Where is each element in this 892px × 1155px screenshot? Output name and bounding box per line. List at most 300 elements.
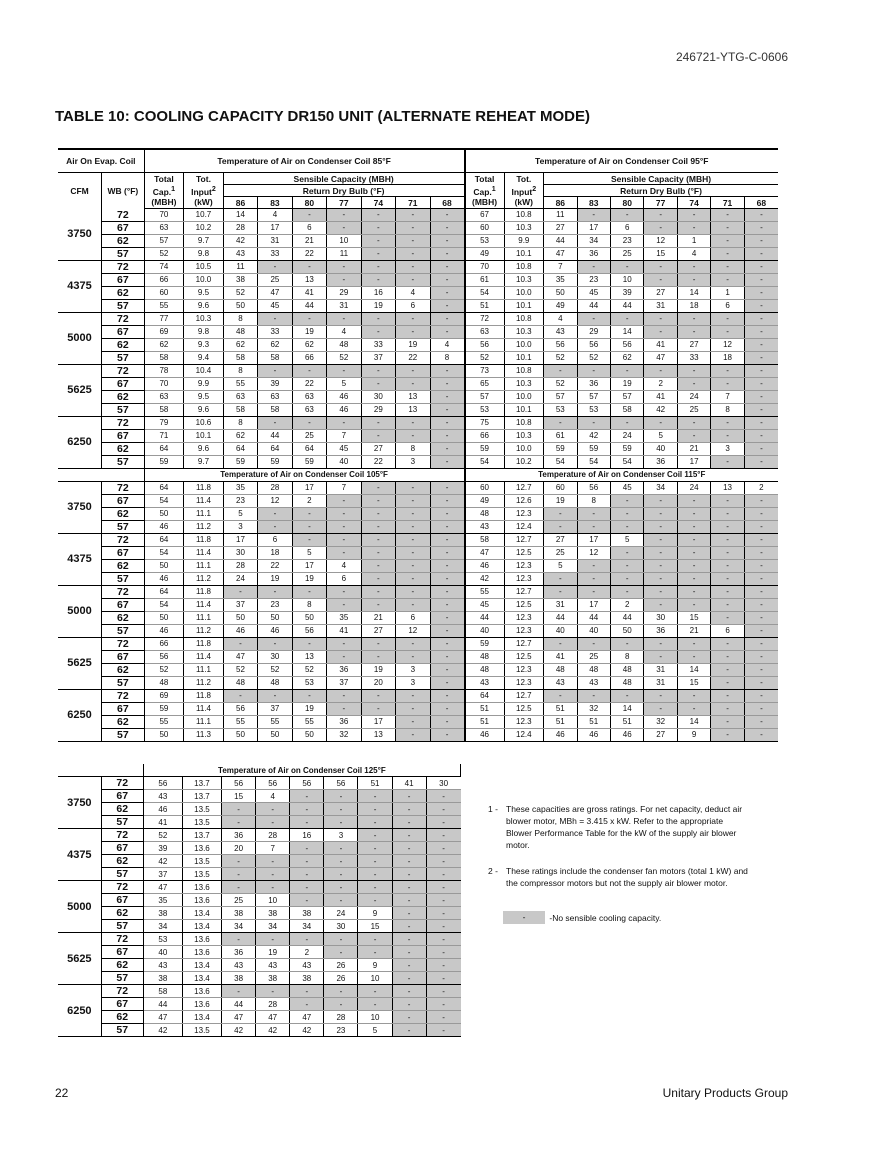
value-cell: 33 [361, 338, 395, 351]
value-cell: 49 [544, 299, 577, 312]
value-cell: 12.3 [504, 572, 544, 585]
value-cell: 64 [144, 481, 184, 494]
total-cap-header: Total [144, 173, 184, 185]
value-cell: - [644, 598, 677, 611]
value-cell: 3 [711, 442, 744, 455]
value-cell: 28 [324, 1011, 358, 1024]
value-cell: - [256, 933, 290, 946]
wb-cell: 57 [102, 299, 145, 312]
value-cell: 44 [544, 611, 577, 624]
value-cell: 13.7 [182, 777, 221, 790]
table-row [58, 559, 778, 572]
value-cell: 13 [396, 403, 430, 416]
value-cell: - [577, 507, 610, 520]
value-cell: 11.1 [184, 507, 224, 520]
value-cell: 70 [144, 377, 184, 390]
return-db-header: Return Dry Bulb (°F) [223, 185, 464, 197]
wb-cell: 57 [102, 455, 145, 468]
value-cell: - [744, 663, 778, 676]
value-cell: 48 [544, 663, 577, 676]
value-cell: 47 [465, 546, 505, 559]
wb-cell: 62 [102, 286, 145, 299]
value-cell: - [711, 325, 744, 338]
wb-cell: 72 [102, 416, 145, 429]
value-cell: 12.5 [504, 546, 544, 559]
value-cell: - [396, 546, 430, 559]
value-cell: - [577, 585, 610, 598]
value-cell: 38 [256, 907, 290, 920]
value-cell: 42 [465, 572, 505, 585]
wb-cell: 57 [102, 676, 145, 689]
value-cell: - [430, 546, 464, 559]
value-cell: 8 [223, 416, 257, 429]
value-cell: - [677, 637, 710, 650]
value-cell: - [327, 546, 361, 559]
value-cell: - [544, 507, 577, 520]
value-cell: 51 [465, 702, 505, 715]
value-cell: 12 [396, 624, 430, 637]
value-cell: - [290, 816, 324, 829]
table-row [58, 442, 778, 455]
value-cell: 15 [677, 611, 710, 624]
value-cell: 6 [711, 624, 744, 637]
value-cell: - [677, 260, 710, 273]
value-cell: - [222, 816, 256, 829]
value-cell: 34 [644, 481, 677, 494]
value-cell: 59 [144, 455, 184, 468]
value-cell: - [677, 221, 710, 234]
value-cell: - [358, 816, 392, 829]
wb-cell: 57 [102, 728, 145, 741]
value-cell: - [292, 260, 326, 273]
value-cell: 45 [610, 481, 643, 494]
value-cell: - [744, 234, 778, 247]
value-cell: 62 [258, 338, 292, 351]
value-cell: 7 [711, 390, 744, 403]
value-cell: - [430, 598, 464, 611]
value-cell: 13.6 [182, 946, 221, 959]
value-cell: 7 [544, 260, 577, 273]
value-cell: - [426, 803, 460, 816]
air-on-header: Air On Evap. Coil [58, 149, 144, 173]
value-cell: - [430, 728, 464, 741]
value-cell: 12.7 [504, 689, 544, 702]
value-cell: - [744, 312, 778, 325]
value-cell: 13 [292, 273, 326, 286]
table-row [58, 481, 778, 494]
value-cell: - [396, 598, 430, 611]
value-cell: - [361, 507, 395, 520]
value-cell: 56 [292, 624, 326, 637]
value-cell: 22 [292, 377, 326, 390]
value-cell: 36 [327, 715, 361, 728]
kw-unit: (kW) [504, 197, 544, 209]
value-cell: 51 [577, 715, 610, 728]
wb-cell: 62 [102, 234, 145, 247]
value-cell: - [358, 829, 392, 842]
value-cell: - [577, 364, 610, 377]
mbh-unit: (MBH) [144, 197, 184, 209]
wb-cell: 67 [101, 998, 143, 1011]
value-cell: 48 [223, 325, 257, 338]
value-cell: - [430, 442, 464, 455]
value-cell: - [677, 273, 710, 286]
value-cell: - [358, 842, 392, 855]
table-row [58, 829, 461, 842]
wb-cell: 62 [102, 663, 145, 676]
value-cell: - [430, 234, 464, 247]
table-row [58, 312, 778, 325]
value-cell: 48 [327, 338, 361, 351]
wb-cell: 62 [101, 959, 143, 972]
value-cell: - [396, 572, 430, 585]
value-cell: 53 [465, 403, 505, 416]
table-row [58, 286, 778, 299]
value-cell: - [392, 816, 426, 829]
value-cell: - [711, 728, 744, 741]
value-cell: - [744, 390, 778, 403]
value-cell: 27 [644, 286, 677, 299]
value-cell: - [430, 559, 464, 572]
value-cell: 54 [144, 494, 184, 507]
value-cell: 72 [465, 312, 505, 325]
value-cell: 44 [465, 611, 505, 624]
value-cell: - [430, 715, 464, 728]
section-header-row [58, 764, 461, 777]
value-cell: 10.0 [184, 273, 224, 286]
value-cell: - [430, 689, 464, 702]
wb-cell: 67 [101, 842, 143, 855]
value-cell: 31 [327, 299, 361, 312]
value-cell: 10.3 [184, 312, 224, 325]
value-cell: 50 [292, 611, 326, 624]
value-cell: 10 [610, 273, 643, 286]
value-cell: 43 [256, 959, 290, 972]
value-cell: 12.7 [504, 585, 544, 598]
value-cell: 29 [361, 403, 395, 416]
value-cell: 43 [544, 325, 577, 338]
value-cell: 6 [327, 572, 361, 585]
value-cell: 64 [144, 442, 184, 455]
value-cell: 7 [327, 429, 361, 442]
value-cell: - [744, 260, 778, 273]
value-cell: 41 [644, 338, 677, 351]
value-cell: 9.9 [504, 234, 544, 247]
value-cell: - [396, 728, 430, 741]
value-cell: - [711, 247, 744, 260]
value-cell: 67 [465, 209, 505, 222]
value-cell: - [711, 455, 744, 468]
value-cell: 64 [258, 442, 292, 455]
value-cell: 48 [610, 663, 643, 676]
value-cell: 36 [644, 455, 677, 468]
value-cell: - [430, 611, 464, 624]
value-cell: 13.6 [182, 998, 221, 1011]
value-cell: - [361, 520, 395, 533]
wb-cell: 57 [102, 403, 145, 416]
value-cell: 12.3 [504, 676, 544, 689]
value-cell: 6 [258, 533, 292, 546]
wb-cell: 57 [102, 520, 145, 533]
value-cell: 42 [223, 234, 257, 247]
value-cell: 42 [290, 1024, 324, 1037]
value-cell: 21 [677, 624, 710, 637]
table-row [58, 868, 461, 881]
value-cell: 56 [143, 777, 182, 790]
value-cell: 43 [222, 959, 256, 972]
value-cell: 13 [292, 650, 326, 663]
table-row [58, 663, 778, 676]
value-cell: - [392, 920, 426, 933]
value-cell: 38 [222, 907, 256, 920]
footnote-2: 2 - These ratings include the condenser fan motors (total 1 kW) and the compressor motors but not the supply air blower motor. [488, 866, 748, 888]
value-cell: 49 [465, 494, 505, 507]
value-cell: 45 [465, 598, 505, 611]
value-cell: - [324, 816, 358, 829]
value-cell: - [644, 325, 677, 338]
wb-cell: 72 [101, 829, 143, 842]
value-cell: - [744, 273, 778, 286]
value-cell: 45 [577, 286, 610, 299]
value-cell: 13.6 [182, 985, 221, 998]
table-row [58, 777, 461, 790]
value-cell: - [711, 676, 744, 689]
value-cell: 8 [396, 442, 430, 455]
value-cell: - [711, 416, 744, 429]
value-cell: 38 [256, 972, 290, 985]
value-cell: 11.1 [184, 611, 224, 624]
value-cell: 25 [577, 650, 610, 663]
value-cell: - [324, 946, 358, 959]
wb-cell: 62 [102, 338, 145, 351]
value-cell: - [610, 260, 643, 273]
value-cell: - [711, 702, 744, 715]
value-cell: - [744, 221, 778, 234]
value-cell: - [426, 920, 460, 933]
value-cell: 14 [610, 702, 643, 715]
value-cell: - [258, 520, 292, 533]
value-cell: 13.6 [182, 933, 221, 946]
value-cell: 10.4 [184, 364, 224, 377]
value-cell: - [292, 507, 326, 520]
value-cell: 5 [292, 546, 326, 559]
value-cell: 1 [677, 234, 710, 247]
value-cell: - [744, 546, 778, 559]
value-cell: 37 [361, 351, 395, 364]
value-cell: 66 [144, 637, 184, 650]
value-cell: - [430, 312, 464, 325]
value-cell: - [644, 559, 677, 572]
value-cell: 60 [465, 221, 505, 234]
value-cell: 59 [292, 455, 326, 468]
value-cell: - [327, 520, 361, 533]
value-cell: 2 [290, 946, 324, 959]
value-cell: - [430, 533, 464, 546]
value-cell: 69 [144, 689, 184, 702]
legend [503, 911, 661, 924]
value-cell: 56 [222, 777, 256, 790]
value-cell: 15 [677, 676, 710, 689]
value-cell: - [396, 715, 430, 728]
value-cell: - [256, 985, 290, 998]
value-cell: 44 [610, 611, 643, 624]
value-cell: 64 [292, 442, 326, 455]
value-cell: 3 [396, 676, 430, 689]
value-cell: - [392, 829, 426, 842]
value-cell: - [222, 868, 256, 881]
value-cell: - [744, 455, 778, 468]
value-cell: - [430, 481, 464, 494]
value-cell: 52 [544, 377, 577, 390]
value-cell: 10.8 [504, 416, 544, 429]
value-cell: - [430, 702, 464, 715]
value-cell: 34 [256, 920, 290, 933]
value-cell: 11.4 [184, 650, 224, 663]
value-cell: - [327, 312, 361, 325]
value-cell: 35 [143, 894, 182, 907]
value-cell: 41 [292, 286, 326, 299]
value-cell: - [258, 637, 292, 650]
value-cell: 25 [222, 894, 256, 907]
value-cell: 5 [644, 429, 677, 442]
value-cell: - [258, 585, 292, 598]
value-cell: 46 [577, 728, 610, 741]
value-cell: 61 [465, 273, 505, 286]
value-cell: 63 [144, 221, 184, 234]
value-cell: - [290, 842, 324, 855]
value-cell: 19 [292, 702, 326, 715]
value-cell: 58 [258, 403, 292, 416]
table-row [58, 429, 778, 442]
value-cell: - [361, 481, 395, 494]
value-cell: - [677, 312, 710, 325]
wb-cell: 72 [102, 260, 145, 273]
value-cell: 79 [144, 416, 184, 429]
table-row [58, 494, 778, 507]
value-cell: - [677, 702, 710, 715]
value-cell: 19 [292, 325, 326, 338]
value-cell: 12.3 [504, 715, 544, 728]
wb-cell: 67 [101, 946, 143, 959]
value-cell: 50 [258, 611, 292, 624]
value-cell: - [256, 816, 290, 829]
value-cell: - [426, 894, 460, 907]
value-cell: 10.0 [504, 442, 544, 455]
value-cell: 5 [358, 1024, 392, 1037]
value-cell: - [430, 364, 464, 377]
value-cell: - [677, 650, 710, 663]
wb-cell: 72 [102, 364, 145, 377]
value-cell: - [324, 894, 358, 907]
value-cell: - [426, 959, 460, 972]
value-cell: 28 [256, 998, 290, 1011]
value-cell: 47 [143, 881, 182, 894]
value-cell: 54 [544, 455, 577, 468]
wb-cell: 62 [102, 559, 145, 572]
value-cell: 56 [577, 481, 610, 494]
table-row [58, 689, 778, 702]
value-cell: 18 [677, 299, 710, 312]
value-cell: 37 [223, 598, 257, 611]
value-cell: - [258, 312, 292, 325]
value-cell: 13.5 [182, 816, 221, 829]
tot-input-header: Tot. [184, 173, 224, 185]
value-cell: - [392, 803, 426, 816]
value-cell: 50 [292, 728, 326, 741]
value-cell: 17 [258, 221, 292, 234]
value-cell: 52 [292, 663, 326, 676]
value-cell: 8 [711, 403, 744, 416]
table-row [58, 972, 461, 985]
value-cell: 13.4 [182, 920, 221, 933]
wb-cell: 67 [102, 325, 145, 338]
wb-cell: 62 [102, 390, 145, 403]
value-cell: - [711, 209, 744, 222]
value-cell: 11 [544, 209, 577, 222]
wb-cell: 57 [102, 351, 145, 364]
value-cell: 44 [143, 998, 182, 1011]
value-cell: - [711, 234, 744, 247]
value-cell: 12 [644, 234, 677, 247]
value-cell: - [258, 507, 292, 520]
value-cell: - [222, 933, 256, 946]
db-71: 71 [711, 197, 744, 209]
value-cell: 44 [577, 611, 610, 624]
value-cell: 13.7 [182, 829, 221, 842]
value-cell: - [358, 855, 392, 868]
table-row [58, 894, 461, 907]
value-cell: 47 [258, 286, 292, 299]
value-cell: 46 [465, 728, 505, 741]
value-cell: 10.3 [504, 273, 544, 286]
value-cell: - [361, 377, 395, 390]
value-cell: 4 [544, 312, 577, 325]
value-cell: - [327, 637, 361, 650]
value-cell: 52 [144, 663, 184, 676]
value-cell: - [610, 209, 643, 222]
value-cell: 41 [143, 816, 182, 829]
value-cell: 64 [223, 442, 257, 455]
value-cell: - [677, 533, 710, 546]
value-cell: 24 [610, 429, 643, 442]
value-cell: - [644, 585, 677, 598]
value-cell: - [327, 689, 361, 702]
value-cell: - [430, 429, 464, 442]
value-cell: 9.5 [184, 286, 224, 299]
value-cell: 4 [677, 247, 710, 260]
value-cell: - [361, 247, 395, 260]
wb-cell: 72 [101, 881, 143, 894]
value-cell: 10.2 [504, 455, 544, 468]
value-cell: - [610, 507, 643, 520]
value-cell: 46 [144, 572, 184, 585]
value-cell: - [223, 585, 257, 598]
value-cell: - [430, 247, 464, 260]
value-cell: 10.1 [504, 403, 544, 416]
table-row [58, 273, 778, 286]
value-cell: 38 [290, 972, 324, 985]
value-cell: - [361, 416, 395, 429]
value-cell: - [426, 1011, 460, 1024]
value-cell: 40 [544, 624, 577, 637]
value-cell: - [258, 416, 292, 429]
value-cell: 75 [465, 416, 505, 429]
cooling-capacity-table [58, 148, 778, 742]
value-cell: 58 [258, 351, 292, 364]
value-cell: 43 [465, 676, 505, 689]
temp-header: Temperature of Air on Condenser Coil 125°F [143, 764, 460, 777]
value-cell: 24 [677, 481, 710, 494]
